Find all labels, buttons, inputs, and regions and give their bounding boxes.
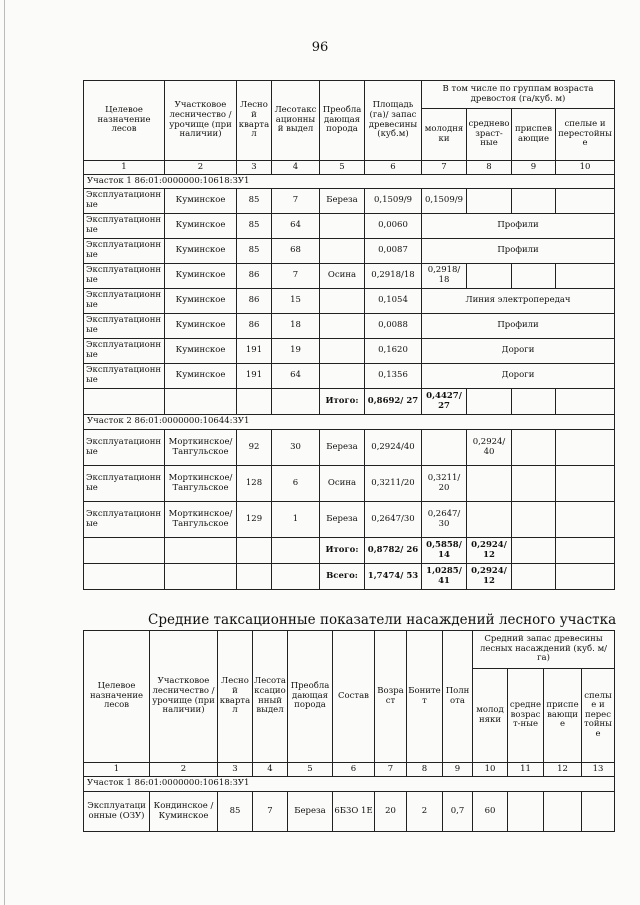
- hdr-species: Преобладающая порода: [288, 631, 333, 763]
- cell-vydel: 1: [272, 502, 320, 538]
- cell-forestry: Морткинское/ Тангульское: [165, 466, 237, 502]
- cell-bonitet: 2: [407, 792, 443, 832]
- col-num: 2: [165, 161, 237, 175]
- col-num: 11: [508, 763, 544, 777]
- grand-total-label: Всего:: [320, 564, 365, 590]
- hdr-bonitet: Бонитет: [407, 631, 443, 763]
- cell-kvartal: 191: [237, 364, 272, 389]
- cell-area: 0,1620: [365, 339, 422, 364]
- cell-vydel: 18: [272, 314, 320, 339]
- total-label: Итого:: [320, 389, 365, 415]
- total-label: Итого:: [320, 538, 365, 564]
- cell-purpose: Эксплуатационные: [84, 339, 165, 364]
- cell-area: 0,1356: [365, 364, 422, 389]
- grand-total-young: 1,0285/ 41: [422, 564, 467, 590]
- cell-vydel: 64: [272, 214, 320, 239]
- cell-vydel: 7: [272, 189, 320, 214]
- col-num: 10: [556, 161, 615, 175]
- cell-fullness: 0,7: [443, 792, 473, 832]
- col-number-row: [84, 161, 615, 175]
- cell-purpose: Эксплуатационные: [84, 189, 165, 214]
- col-num: 9: [512, 161, 556, 175]
- hdr-young: молодняки: [422, 109, 467, 161]
- cell-note: Линия электропередач: [422, 289, 615, 314]
- cell-forestry: Куминское: [165, 314, 237, 339]
- cell-forestry: Куминское: [165, 264, 237, 289]
- cell-kvartal: 85: [237, 214, 272, 239]
- cell-ripe: [556, 189, 615, 214]
- table-row: [84, 314, 615, 339]
- grand-total-area: 1,7474/ 53: [365, 564, 422, 590]
- col-num: 1: [84, 763, 150, 777]
- total-area: 0,8692/ 27: [365, 389, 422, 415]
- cell-forestry: Куминское: [165, 339, 237, 364]
- cell-purpose: Эксплуатационные (ОЗУ): [84, 792, 150, 832]
- forest-age-table: [83, 80, 615, 590]
- col-num: 7: [422, 161, 467, 175]
- cell-kvartal: 86: [237, 264, 272, 289]
- cell-kvartal: 191: [237, 339, 272, 364]
- hdr-area: Площадь (га)/ запас древесины (куб.м): [365, 81, 422, 161]
- table-row: [84, 466, 615, 502]
- cell-kvartal: 86: [237, 314, 272, 339]
- cell-species: Осина: [320, 466, 365, 502]
- cell-young: [422, 430, 467, 466]
- cell-forestry: Куминское: [165, 289, 237, 314]
- cell-area: 0,1054: [365, 289, 422, 314]
- cell-area: 0,1509/9: [365, 189, 422, 214]
- cell-note: Профили: [422, 214, 615, 239]
- table-row: [84, 189, 615, 214]
- cell-young: 0,3211/ 20: [422, 466, 467, 502]
- cell-species: Осина: [320, 264, 365, 289]
- col-num: 9: [443, 763, 473, 777]
- col-num: 10: [473, 763, 508, 777]
- cell-area: 0,2924/40: [365, 430, 422, 466]
- cell-purpose: Эксплуатационные: [84, 289, 165, 314]
- cell-middle: [467, 189, 512, 214]
- cell-forestry: Куминское: [165, 364, 237, 389]
- table-row: [84, 792, 615, 832]
- cell-kvartal: 85: [218, 792, 253, 832]
- hdr-age-group: В том числе по группам возраста древостоя (га/куб. м): [422, 81, 615, 109]
- cell-area: 0,2918/18: [365, 264, 422, 289]
- total-area: 0,8782/ 26: [365, 538, 422, 564]
- cell-kvartal: 128: [237, 466, 272, 502]
- cell-purpose: Эксплуатационные: [84, 314, 165, 339]
- hdr-age: Возраст: [375, 631, 407, 763]
- grand-total-middle: 0,2924/ 12: [467, 564, 512, 590]
- cell-species: Береза: [320, 189, 365, 214]
- hdr-preripe: приспевающие: [544, 669, 582, 763]
- hdr-kvartal: Лесной квартал: [218, 631, 253, 763]
- cell-vydel: 7: [253, 792, 288, 832]
- cell-preripe: [512, 264, 556, 289]
- col-num: 5: [288, 763, 333, 777]
- cell-area: 0,2647/30: [365, 502, 422, 538]
- cell-vydel: 19: [272, 339, 320, 364]
- cell-note: Дороги: [422, 339, 615, 364]
- hdr-composition: Состав: [333, 631, 375, 763]
- cell-vydel: 15: [272, 289, 320, 314]
- col-num: 4: [253, 763, 288, 777]
- total-row: [84, 538, 615, 564]
- hdr-ripe: спелые и перестойные: [582, 669, 615, 763]
- hdr-young: молодняки: [473, 669, 508, 763]
- section-title: Участок 1 86:01:0000000:10618:ЗУ1: [84, 175, 615, 189]
- section-title: Участок 1 86:01:0000000:10618:ЗУ1: [84, 777, 615, 792]
- col-num: 3: [237, 161, 272, 175]
- cell-preripe: [512, 189, 556, 214]
- cell-note: Профили: [422, 314, 615, 339]
- cell-kvartal: 86: [237, 289, 272, 314]
- col-num: 8: [407, 763, 443, 777]
- total-middle: 0,2924/ 12: [467, 538, 512, 564]
- cell-species: Береза: [320, 502, 365, 538]
- table-row: [84, 289, 615, 314]
- hdr-fullness: Полнота: [443, 631, 473, 763]
- cell-middle: [467, 264, 512, 289]
- cell-composition: 6Б3О 1Е: [333, 792, 375, 832]
- cell-species: [320, 339, 365, 364]
- hdr-kvartal: Лесной квартал: [237, 81, 272, 161]
- cell-young: 0,1509/9: [422, 189, 467, 214]
- cell-purpose: Эксплуатационные: [84, 239, 165, 264]
- cell-age: 20: [375, 792, 407, 832]
- cell-ripe: [556, 264, 615, 289]
- grand-total-row: [84, 564, 615, 590]
- cell-middle: 0,2924/ 40: [467, 430, 512, 466]
- hdr-ripe: спелые и перестойные: [556, 109, 615, 161]
- table-row: [84, 502, 615, 538]
- hdr-preripe: приспевающие: [512, 109, 556, 161]
- page-edge: [4, 0, 5, 905]
- cell-purpose: Эксплуатационные: [84, 214, 165, 239]
- col-num: 2: [150, 763, 218, 777]
- cell-note: Дороги: [422, 364, 615, 389]
- table-row: [84, 239, 615, 264]
- col-num: 13: [582, 763, 615, 777]
- cell-species: [320, 314, 365, 339]
- cell-vydel: 64: [272, 364, 320, 389]
- taxation-table: [83, 630, 615, 832]
- col-num: 6: [365, 161, 422, 175]
- hdr-middle: средневозраст-ные: [467, 109, 512, 161]
- cell-purpose: Эксплуатационные: [84, 430, 165, 466]
- hdr-vydel: Лесотаксационный выдел: [253, 631, 288, 763]
- hdr-forestry: Участковое лесничество / урочище (при наличии): [165, 81, 237, 161]
- cell-kvartal: 85: [237, 239, 272, 264]
- col-num: 7: [375, 763, 407, 777]
- total-young: 0,5858/ 14: [422, 538, 467, 564]
- col-num: 3: [218, 763, 253, 777]
- section-heading: Средние таксационные показатели насаждений лесного участка: [148, 612, 617, 628]
- col-num: 5: [320, 161, 365, 175]
- cell-purpose: Эксплуатационные: [84, 264, 165, 289]
- cell-species: [320, 364, 365, 389]
- cell-kvartal: 85: [237, 189, 272, 214]
- cell-area: 0,0087: [365, 239, 422, 264]
- cell-species: Береза: [320, 430, 365, 466]
- col-num: 12: [544, 763, 582, 777]
- cell-vydel: 30: [272, 430, 320, 466]
- cell-forestry: Морткинское/ Тангульское: [165, 502, 237, 538]
- hdr-stock: Средний запас древесины лесных насаждений (куб. м/га): [473, 631, 615, 669]
- hdr-forestry: Участковое лесничество / урочище (при наличии): [150, 631, 218, 763]
- cell-forestry: Кондинское / Куминское: [150, 792, 218, 832]
- table-row: [84, 214, 615, 239]
- cell-purpose: Эксплуатационные: [84, 364, 165, 389]
- section-title: Участок 2 86:01:0000000:10644:ЗУ1: [84, 415, 615, 430]
- cell-area: 0,0088: [365, 314, 422, 339]
- cell-middle: [467, 466, 512, 502]
- col-num: 1: [84, 161, 165, 175]
- cell-forestry: Куминское: [165, 214, 237, 239]
- cell-area: 0,3211/20: [365, 466, 422, 502]
- cell-young: 60: [473, 792, 508, 832]
- col-num: 6: [333, 763, 375, 777]
- cell-species: Береза: [288, 792, 333, 832]
- total-young: 0,4427/ 27: [422, 389, 467, 415]
- total-row: [84, 389, 615, 415]
- col-num: 4: [272, 161, 320, 175]
- cell-purpose: Эксплуатационные: [84, 502, 165, 538]
- cell-forestry: Морткинское/ Тангульское: [165, 430, 237, 466]
- hdr-vydel: Лесотаксационный выдел: [272, 81, 320, 161]
- page-number: 96: [311, 40, 329, 55]
- cell-vydel: 7: [272, 264, 320, 289]
- table-row: [84, 339, 615, 364]
- cell-forestry: Куминское: [165, 189, 237, 214]
- cell-middle: [467, 502, 512, 538]
- cell-kvartal: 129: [237, 502, 272, 538]
- cell-note: Профили: [422, 239, 615, 264]
- cell-vydel: 68: [272, 239, 320, 264]
- cell-species: [320, 289, 365, 314]
- cell-kvartal: 92: [237, 430, 272, 466]
- cell-purpose: Эксплуатационные: [84, 466, 165, 502]
- cell-species: [320, 214, 365, 239]
- hdr-middle: средневозраст-ные: [508, 669, 544, 763]
- cell-young: 0,2647/ 30: [422, 502, 467, 538]
- table-row: [84, 430, 615, 466]
- cell-vydel: 6: [272, 466, 320, 502]
- table-row: [84, 364, 615, 389]
- hdr-purpose: Целевое назначение лесов: [84, 81, 165, 161]
- cell-forestry: Куминское: [165, 239, 237, 264]
- table-row: [84, 264, 615, 289]
- cell-young: 0,2918/ 18: [422, 264, 467, 289]
- col-num: 8: [467, 161, 512, 175]
- cell-species: [320, 239, 365, 264]
- cell-area: 0,0060: [365, 214, 422, 239]
- col-number-row: [84, 763, 615, 777]
- hdr-purpose: Целевое назначение лесов: [84, 631, 150, 763]
- hdr-species: Преобладающая порода: [320, 81, 365, 161]
